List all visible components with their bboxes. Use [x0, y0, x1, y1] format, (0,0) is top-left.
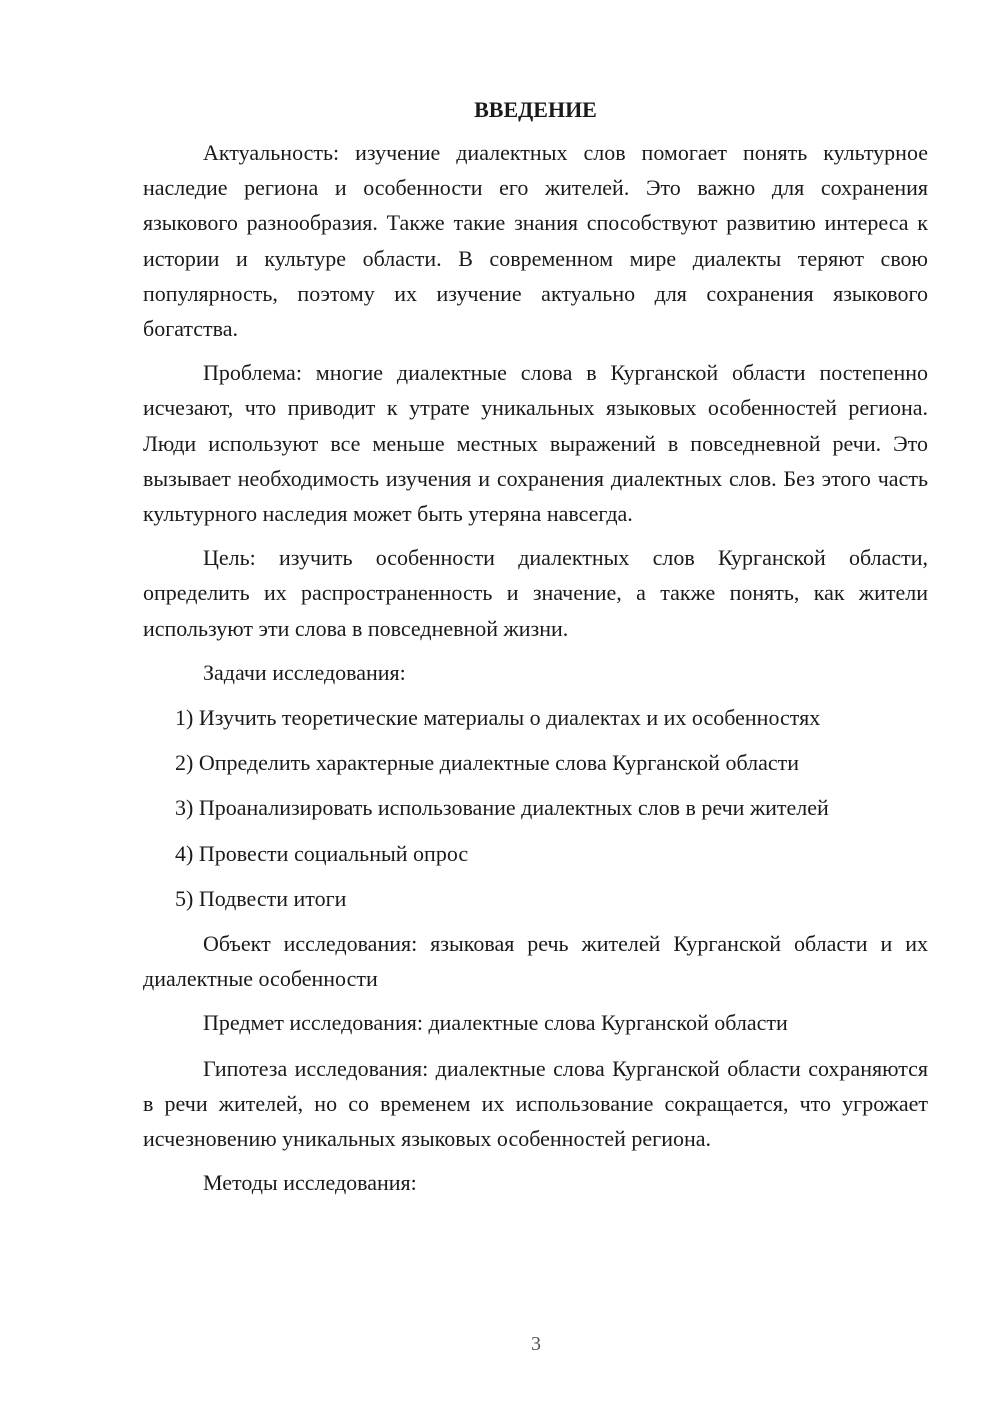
- hypothesis-paragraph: Гипотеза исследования: диалектные слова Курганской области сохраняются в речи жителей, но со временем их использование сокращается, что угрожает исчезновению уникальных языковых особенностей региона.: [143, 1055, 928, 1152]
- task-item-5: 5) Подвести итоги: [175, 885, 347, 911]
- document-page: [143, 92, 928, 1210]
- page-number: 3: [531, 1333, 541, 1355]
- task-list: [143, 700, 928, 916]
- tasks-title: Задачи исследования:: [203, 659, 406, 685]
- problem-paragraph: Проблема: многие диалектные слова в Курганской области постепенно исчезают, что приводит к утрате уникальных языковых особенностей региона. Люди используют все меньше местных выражений в повседневной речи. Это вызывает необходимость изучения и сохранения диалектных слов. Без этого часть культурного наследия может быть утеряна навсегда.: [143, 360, 928, 527]
- methods-paragraph: Методы исследования:: [203, 1170, 417, 1196]
- goal-paragraph: Цель: изучить особенности диалектных слов Курганской области, определить их распространенность и значение, а также понять, как жители используют эти слова в повседневной жизни.: [143, 545, 928, 641]
- task-item-3: 3) Проанализировать использование диалектных слов в речи жителей: [175, 795, 829, 821]
- task-item-1: 1) Изучить теоретические материалы о диалектах и их особенностях: [175, 705, 821, 731]
- task-item-2: 2) Определить характерные диалектные слова Курганской области: [175, 750, 799, 776]
- task-item-4: 4) Провести социальный опрос: [175, 840, 469, 866]
- research-object-paragraph: Объект исследования: языковая речь жителей Курганской области и их диалектные особенности: [143, 931, 928, 992]
- section-heading: ВВЕДЕНИЕ: [474, 97, 597, 122]
- relevance-paragraph: Актуальность: изучение диалектных слов помогает понять культурное наследие региона и особенности его жителей. Это важно для сохранения языкового разнообразия. Также такие знания способствуют развитию интереса к истории и культуре области. В современном мире диалекты теряют свою популярность, поэтому их изучение актуально для сохранения языкового богатства.: [143, 140, 928, 342]
- research-subject-paragraph: Предмет исследования: диалектные слова Курганской области: [203, 1010, 788, 1036]
